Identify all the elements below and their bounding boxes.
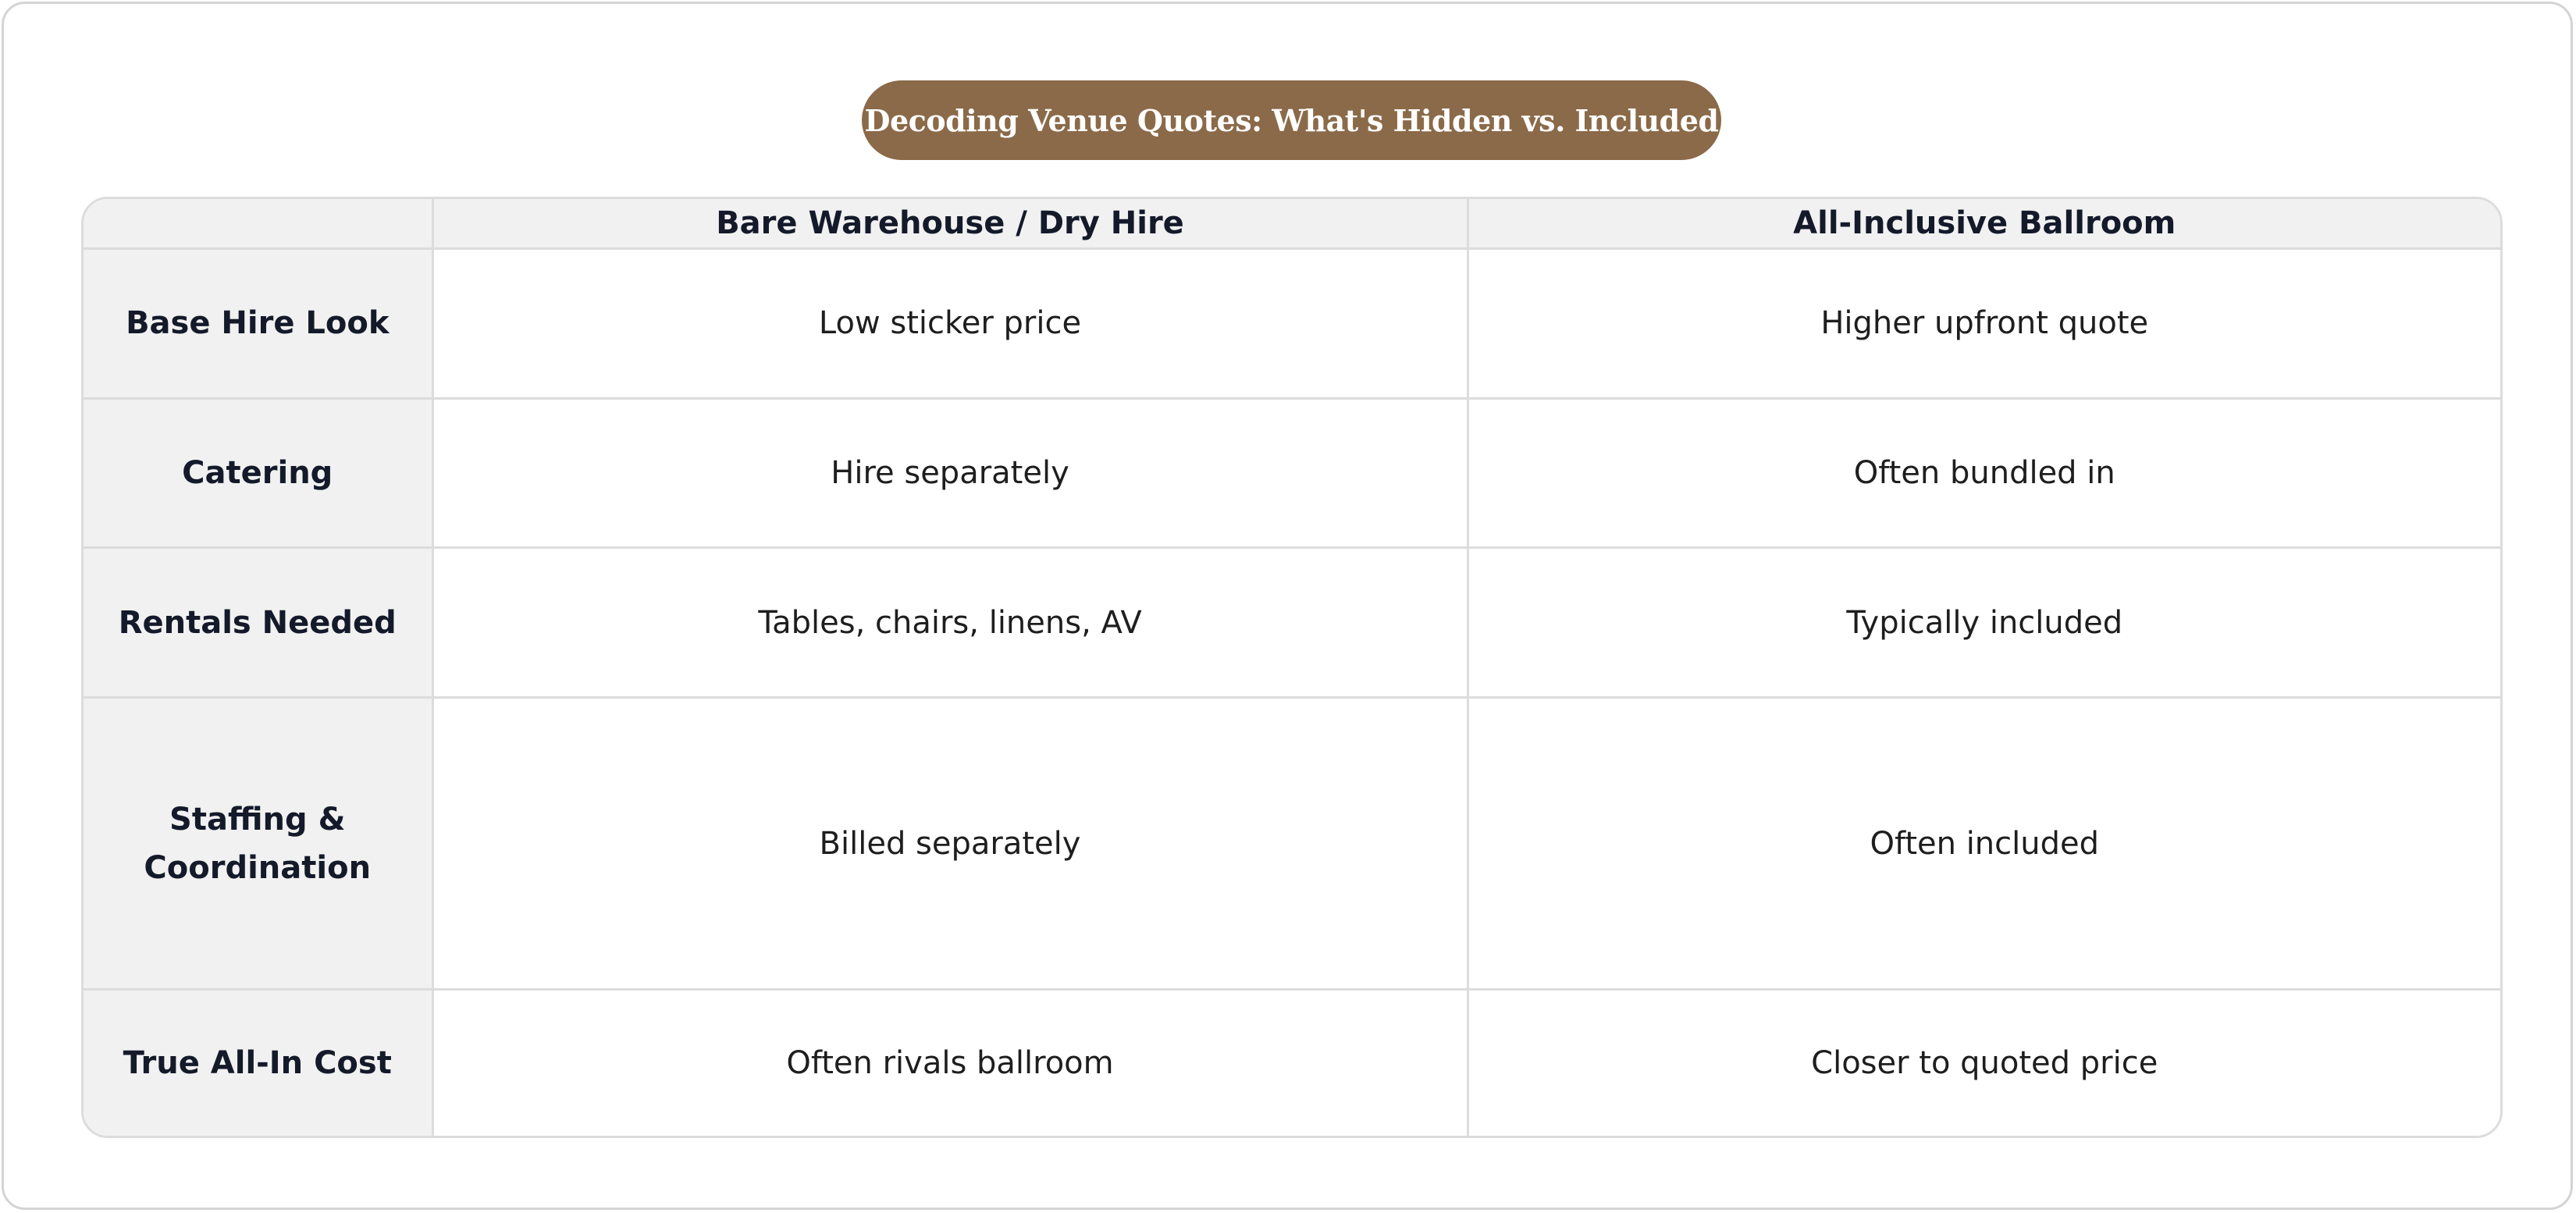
table-row (84, 990, 2500, 1136)
row-label-catering: Catering (84, 398, 432, 548)
row-label-staffing: Staffing & Coordination (84, 697, 432, 989)
comparison-table (84, 199, 2500, 1136)
table-row (84, 398, 2500, 548)
row-label-true-cost: True All-In Cost (84, 990, 432, 1136)
table-cell: Low sticker price (432, 249, 1468, 399)
page-title: Decoding Venue Quotes: What's Hidden vs. Included (862, 80, 1721, 160)
table-row (84, 249, 2500, 399)
table-cell: Typically included (1468, 548, 2500, 698)
table-cell: Higher upfront quote (1468, 249, 2500, 399)
table-cell: Often bundled in (1468, 398, 2500, 548)
comparison-table-container (81, 197, 2503, 1138)
row-label-rentals: Rentals Needed (84, 548, 432, 698)
table-cell: Closer to quoted price (1468, 990, 2500, 1136)
table-cell: Often included (1468, 697, 2500, 989)
table-cell: Often rivals ballroom (432, 990, 1468, 1136)
header-corner-cell (84, 199, 432, 249)
table-cell: Billed separately (432, 697, 1468, 989)
column-header-warehouse: Bare Warehouse / Dry Hire (432, 199, 1468, 249)
row-label-base-hire: Base Hire Look (84, 249, 432, 399)
table-cell: Tables, chairs, linens, AV (432, 548, 1468, 698)
table-header-row (84, 199, 2500, 249)
table-row (84, 548, 2500, 698)
card-frame (2, 2, 2573, 1210)
table-row (84, 697, 2500, 989)
table-cell: Hire separately (432, 398, 1468, 548)
column-header-ballroom: All-Inclusive Ballroom (1468, 199, 2500, 249)
